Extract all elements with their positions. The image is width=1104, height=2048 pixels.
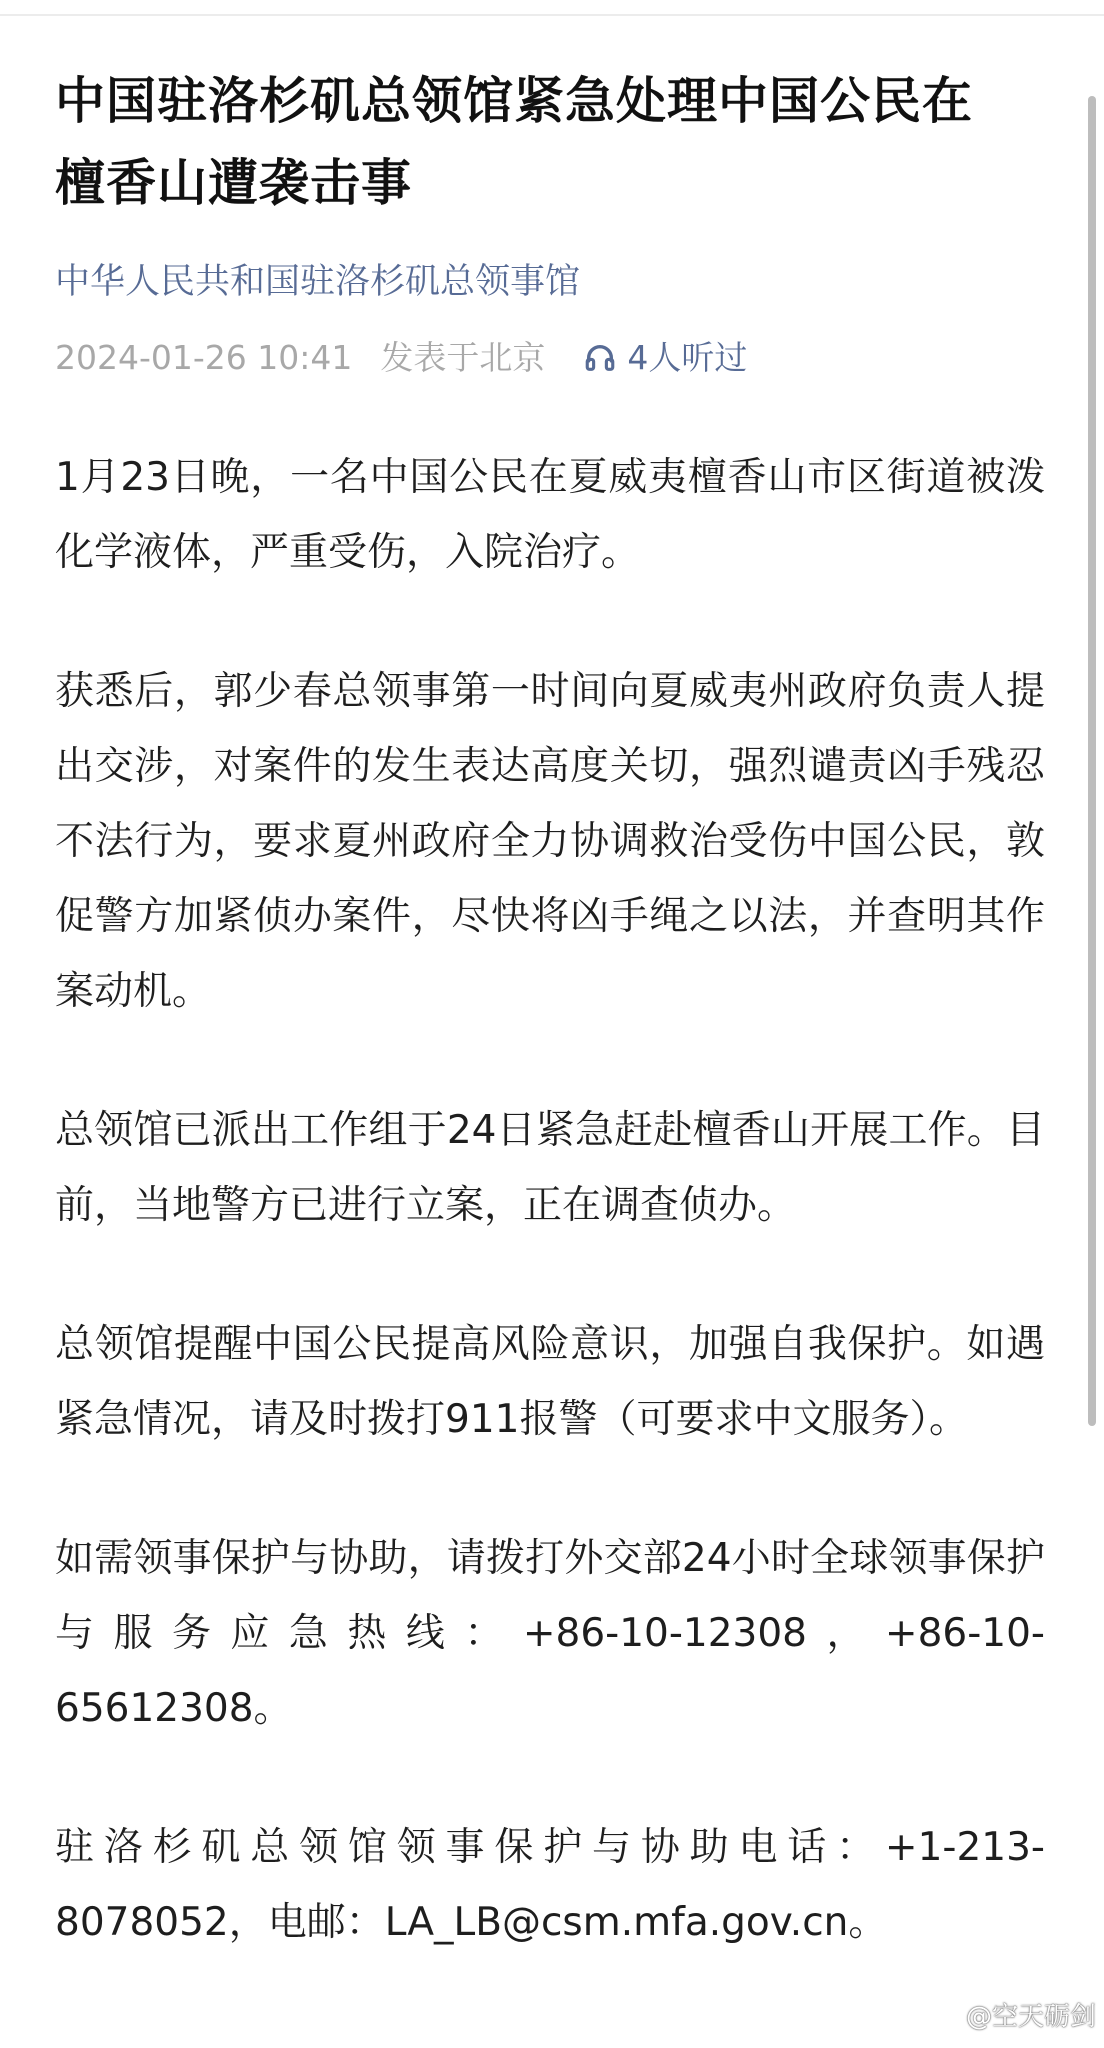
publish-datetime: 2024-01-26 10:41 bbox=[55, 338, 353, 377]
account-name-link[interactable]: 中华人民共和国驻洛杉矶总领事馆 bbox=[55, 262, 581, 302]
paragraph: 总领馆提醒中国公民提高风险意识，加强自我保护。如遇紧急情况，请及时拨打911报警（可要求中文服务）。 bbox=[55, 1322, 1045, 1442]
weibo-icon bbox=[930, 2000, 960, 2030]
listen-count-label: 4人听过 bbox=[627, 338, 748, 377]
article bbox=[55, 60, 1055, 2024]
paragraph: 总领馆已派出工作组于24日紧急赶赴檀香山开展工作。目前，当地警方已进行立案，正在调查侦办。 bbox=[55, 1108, 1045, 1228]
article-title: 中国驻洛杉矶总领馆紧急处理中国公民在檀香山遭袭击事 bbox=[55, 72, 973, 212]
paragraph: 如需领事保护与协助，请拨打外交部24小时全球领事保护与服务应急热线：+86-10-12308，+86-10-65612308。 bbox=[55, 1536, 1045, 1731]
headphones-icon bbox=[583, 341, 617, 375]
paragraph: 驻洛杉矶总领馆领事保护与协助电话：+1-213-8078052，电邮：LA_LB@csm.mfa.gov.cn。 bbox=[55, 1825, 1045, 1945]
paragraph: 1月23日晚，一名中国公民在夏威夷檀香山市区街道被泼化学液体，严重受伤，入院治疗。 bbox=[55, 455, 1045, 575]
publish-location: 发表于北京 bbox=[380, 338, 546, 377]
watermark-text: @空天砺剑 bbox=[966, 2002, 1097, 2032]
article-content bbox=[55, 440, 1055, 1960]
article-meta bbox=[55, 334, 1055, 382]
watermark bbox=[930, 1996, 1096, 2033]
top-divider bbox=[0, 14, 1104, 16]
scrollbar[interactable] bbox=[1088, 96, 1096, 1426]
listen-count-button[interactable] bbox=[583, 334, 747, 382]
paragraph: 获悉后，郭少春总领事第一时间向夏威夷州政府负责人提出交涉，对案件的发生表达高度关切，强烈谴责凶手残忍不法行为，要求夏州政府全力协调救治受伤中国公民，敦促警方加紧侦办案件，尽快将凶手绳之以法，并查明其作案动机。 bbox=[55, 669, 1045, 1014]
